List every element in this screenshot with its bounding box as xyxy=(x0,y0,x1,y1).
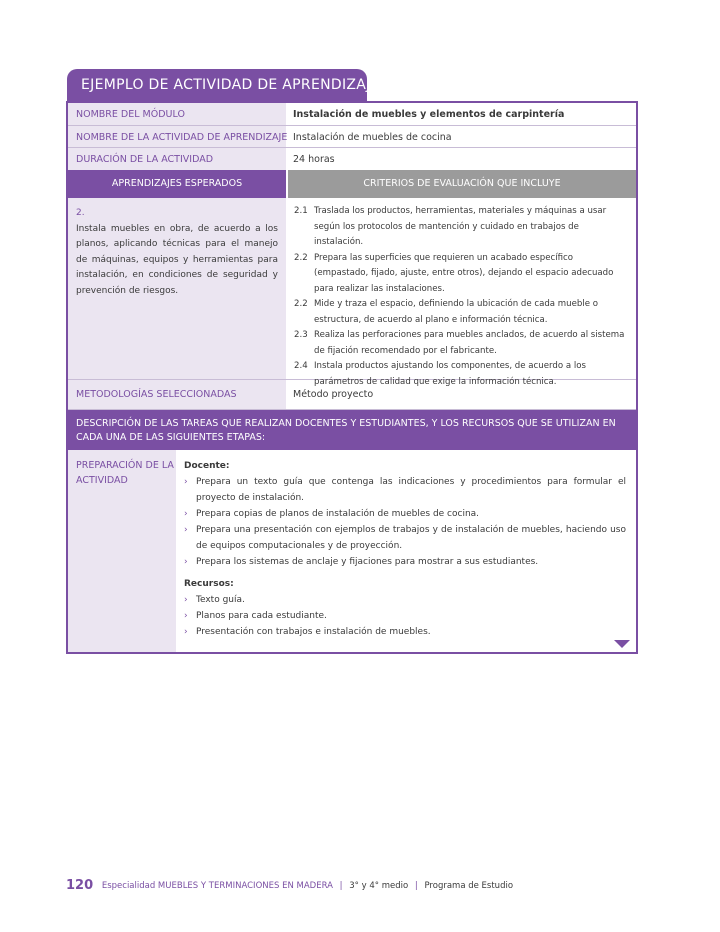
footer-separator: | xyxy=(339,881,343,891)
activity-value: Instalación de muebles de cocina xyxy=(293,132,452,143)
list-item xyxy=(184,506,626,522)
learning-header: APRENDIZAJES ESPERADOS xyxy=(68,170,286,198)
list-item xyxy=(184,624,626,640)
criterion-text: Realiza las perforaciones para muebles anclados, de acuerdo al sistema de fijación recomendado por el fabricante. xyxy=(314,330,625,356)
recurso-item: Planos para cada estudiante. xyxy=(196,611,327,621)
criterion-text: Instala productos ajustando los componentes, de acuerdo a los parámetros de calidad que exige la información técnica. xyxy=(314,361,586,387)
criterion-number: 2.2 xyxy=(294,252,308,263)
criterion-item xyxy=(294,251,628,298)
preparation-label: PREPARACIÓN DE LA ACTIVIDAD xyxy=(68,450,176,652)
footer-separator: | xyxy=(414,881,418,891)
docente-item: Prepara copias de planos de instalación de muebles de cocina. xyxy=(196,509,480,519)
bullet-icon: › xyxy=(184,509,188,519)
criteria-list xyxy=(288,198,636,387)
methodology-row xyxy=(68,380,636,410)
duration-row xyxy=(68,148,636,170)
learning-number: 2. xyxy=(76,208,85,218)
activity-table xyxy=(66,101,638,654)
bullet-icon: › xyxy=(184,525,188,535)
list-item xyxy=(184,608,626,624)
criterion-item xyxy=(294,204,628,251)
criterion-item xyxy=(294,297,628,328)
recurso-item: Presentación con trabajos e instalación de muebles. xyxy=(196,627,431,637)
activity-tab-title: EJEMPLO DE ACTIVIDAD DE APRENDIZAJE xyxy=(67,69,367,102)
footer-specialty: Especialidad MUEBLES Y TERMINACIONES EN MADERA xyxy=(101,881,333,891)
column-headers xyxy=(68,170,636,198)
learning-outcome xyxy=(68,198,286,379)
preparation-row xyxy=(68,450,636,652)
criterion-text: Traslada los productos, herramientas, materiales y máquinas a usar según los protocolos de mantención y cuidado en trabajos de instalación. xyxy=(314,206,607,247)
module-label: NOMBRE DEL MÓDULO xyxy=(68,103,286,125)
activity-row xyxy=(68,126,636,148)
docente-title: Docente: xyxy=(184,461,230,471)
footer-grade: 3° y 4° medio xyxy=(349,881,409,891)
criterion-number: 2.1 xyxy=(294,206,308,216)
preparation-content xyxy=(178,450,636,652)
module-row xyxy=(68,103,636,126)
methodology-label: METODOLOGÍAS SELECCIONADAS xyxy=(68,380,286,409)
criterion-text: Prepara las superficies que requieren un acabado específico (empastado, fijado, ajuste, entre otros), dejando el espacio adecuado para realizar las instalaciones. xyxy=(314,252,614,294)
bullet-icon: › xyxy=(184,557,188,567)
list-item xyxy=(184,592,626,608)
module-value: Instalación de muebles y elementos de carpintería xyxy=(293,109,565,120)
list-item xyxy=(184,474,626,506)
bullet-icon: › xyxy=(184,627,188,637)
criterion-number: 2.3 xyxy=(294,330,308,340)
criterion-text: Mide y traza el espacio, definiendo la ubicación de cada mueble o estructura, de acuerdo al plano e información técnica. xyxy=(314,299,599,325)
bullet-icon: › xyxy=(184,595,188,605)
docente-item: Prepara los sistemas de anclaje y fijaciones para mostrar a sus estudiantes. xyxy=(196,557,539,567)
criteria-header: CRITERIOS DE EVALUACIÓN QUE INCLUYE xyxy=(288,170,636,198)
criterion-item xyxy=(294,328,628,359)
footer-program: Programa de Estudio xyxy=(424,881,514,891)
recursos-title: Recursos: xyxy=(184,579,234,589)
docente-item: Prepara una presentación con ejemplos de trabajos y de instalación de muebles, haciendo uso de equipos computacionales y de proyección. xyxy=(196,525,626,551)
methodology-value: Método proyecto xyxy=(293,389,374,400)
learning-row xyxy=(68,198,636,387)
description-header: DESCRIPCIÓN DE LAS TAREAS QUE REALIZAN DOCENTES Y ESTUDIANTES, Y LOS RECURSOS QUE SE UTILIZAN EN CADA UNA DE LAS SIGUIENTES ETAPAS: xyxy=(68,410,636,450)
docente-item: Prepara un texto guía que contenga las indicaciones y procedimientos para formular el proyecto de instalación. xyxy=(196,477,626,503)
list-item xyxy=(184,554,626,570)
criterion-number: 2.2 xyxy=(294,299,308,309)
list-item xyxy=(184,522,626,554)
duration-value: 24 horas xyxy=(293,154,335,165)
continue-arrow-icon xyxy=(614,640,630,648)
page-footer xyxy=(66,878,666,894)
duration-label: DURACIÓN DE LA ACTIVIDAD xyxy=(68,148,286,170)
learning-text: Instala muebles en obra, de acuerdo a los planos, aplicando técnicas para el manejo de máquinas, equipos y herramientas para instalación, en condiciones de seguridad y prevención de riesgos. xyxy=(76,223,278,296)
activity-label: NOMBRE DE LA ACTIVIDAD DE APRENDIZAJE xyxy=(68,126,286,147)
bullet-icon: › xyxy=(184,477,188,487)
criterion-number: 2.4 xyxy=(294,361,308,371)
recurso-item: Texto guía. xyxy=(196,595,245,605)
bullet-icon: › xyxy=(184,611,188,621)
page-number: 120 xyxy=(66,878,94,893)
